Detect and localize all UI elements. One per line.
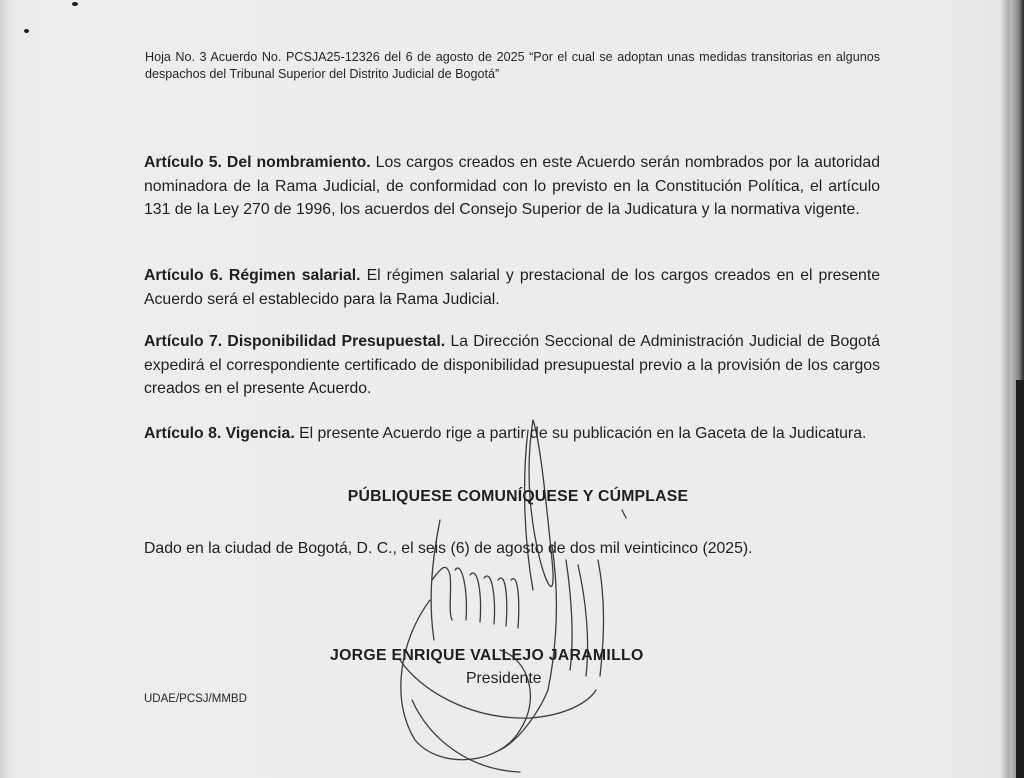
article-body: El régimen salarial y prestacional de los cargos creados en el presente Acuerdo será el establecido para la Rama Judicial.	[144, 267, 881, 308]
article-body: El presente Acuerdo rige a partir de su publicación en la Gaceta de la Judicatura.	[294, 425, 867, 442]
article-6	[144, 264, 880, 311]
article-heading: Artículo 8. Vigencia.	[144, 425, 295, 442]
closing-text: PÚBLIQUESE COMUNÍQUESE Y CÚMPLASE	[347, 488, 689, 505]
article-heading: Artículo 5. Del nombramiento.	[144, 154, 371, 171]
page-header: Hoja No. 3 Acuerdo No. PCSJA25-12326 del 6 de agosto de 2025 “Por el cual se adoptan unas medidas transitorias en algunos despachos del Tribunal Superior del Distrito Judicial de Bogotá”	[145, 50, 880, 81]
article-7	[144, 330, 880, 401]
article-5	[144, 151, 880, 222]
signer-name: JORGE ENRIQUE VALLEJO JARAMILLO	[330, 647, 644, 664]
date-line: Dado en la ciudad de Bogotá, D. C., el seis (6) de agosto de dos mil veinticinco (2025).	[144, 540, 753, 557]
reference-code: UDAE/PCSJ/MMBD	[144, 693, 247, 705]
article-body: La Dirección Seccional de Administración Judicial de Bogotá expedirá el correspondiente certificado de disponibilidad presupuestal previo a la provisión de los cargos creados en el presente Acuerdo.	[144, 333, 881, 398]
article-body: Los cargos creados en este Acuerdo serán nombrados por la autoridad nominadora de la Rama Judicial, de conformidad con lo previsto en la Constitución Política, el artículo 131 de la Ley 270 de 1996, los acuerdos del Consejo Superior de la Judicatura y la normativa vigente.	[144, 154, 880, 219]
article-heading: Artículo 7. Disponibilidad Presupuestal.	[144, 333, 446, 350]
closing-formula	[0, 488, 1024, 506]
signer-title: Presidente	[466, 670, 542, 687]
article-8	[144, 422, 880, 446]
article-heading: Artículo 6. Régimen salarial.	[144, 267, 361, 284]
